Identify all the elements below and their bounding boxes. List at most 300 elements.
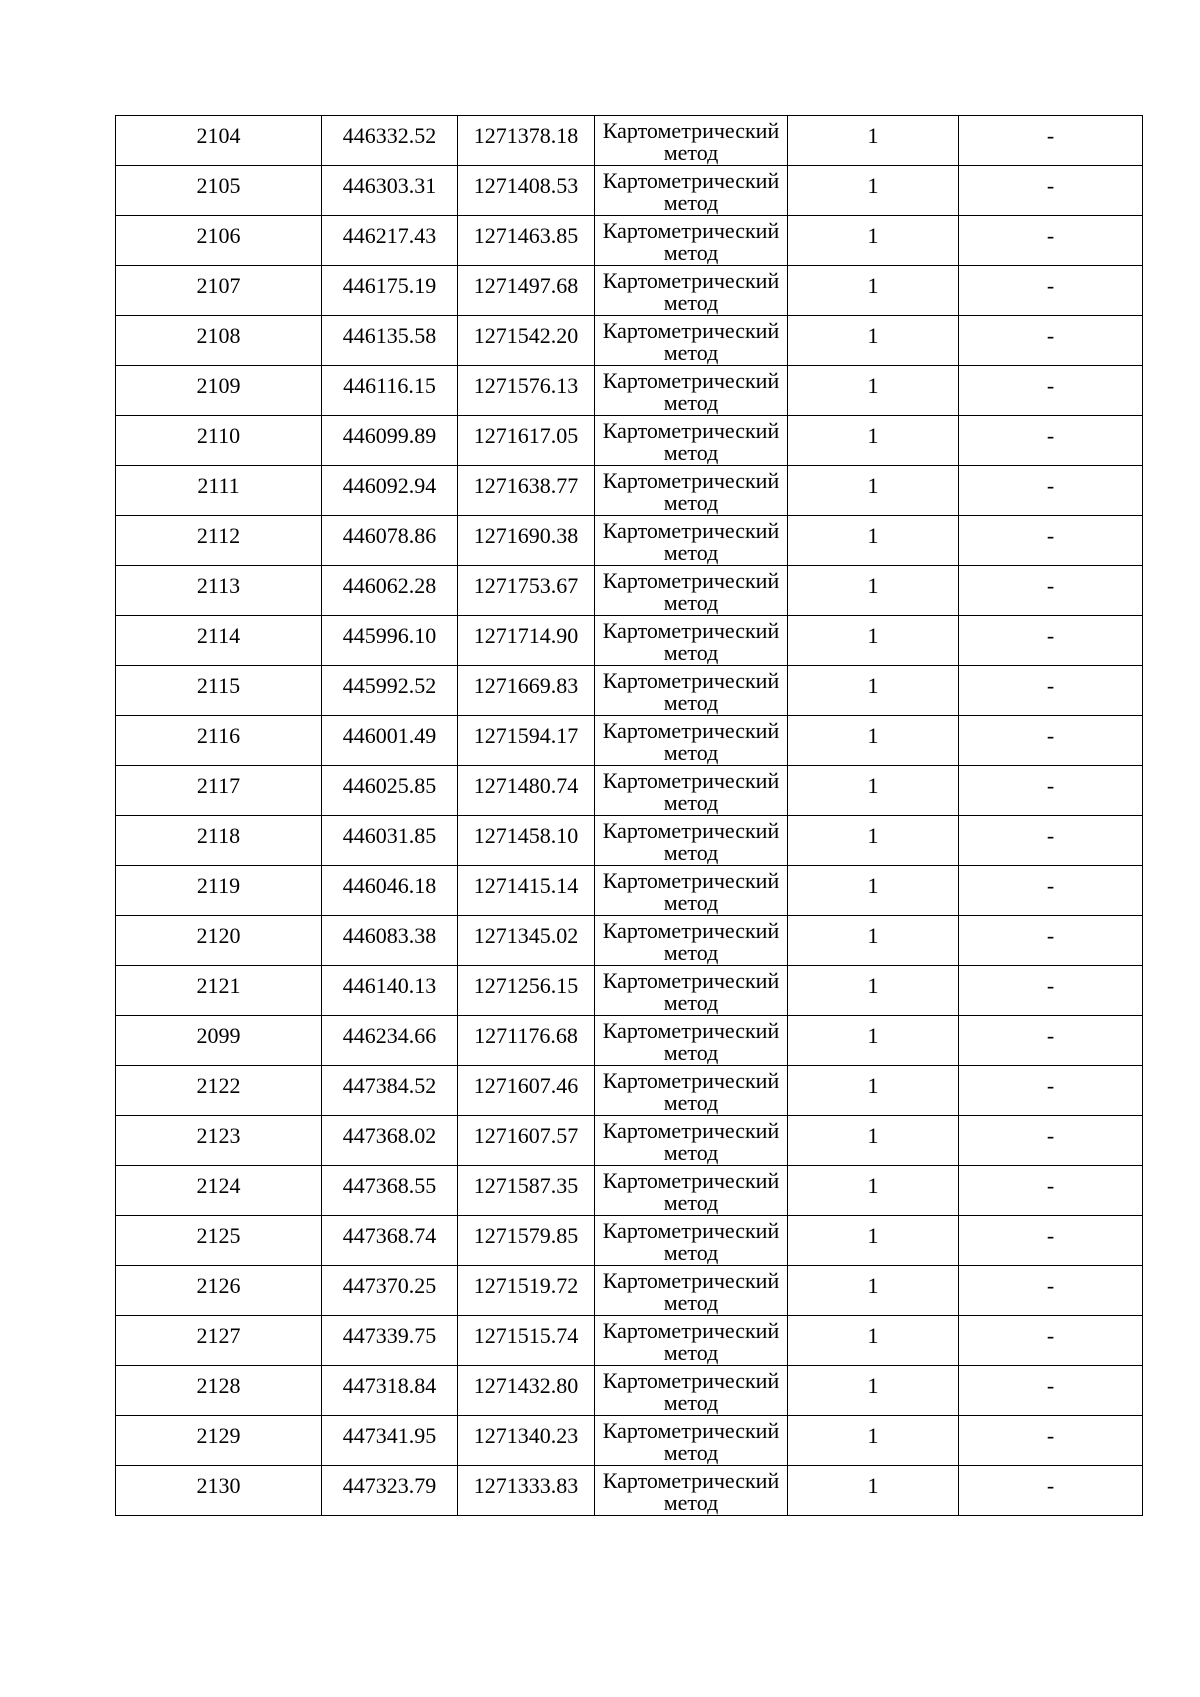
y-coordinate-cell-text: 1271256.15: [473, 973, 579, 998]
method-cell-text: Картометрический метод: [602, 968, 780, 1015]
y-coordinate-cell-text: 1271587.35: [473, 1173, 579, 1198]
table-row: [116, 116, 1143, 166]
x-coordinate-cell: [322, 966, 458, 1016]
x-coordinate-cell-text: 446140.13: [342, 973, 437, 998]
method-cell-text: Картометрический метод: [602, 718, 780, 765]
accuracy-cell: [788, 666, 959, 716]
point-number-cell-text: 2105: [196, 173, 241, 198]
point-number-cell: [116, 1216, 322, 1266]
method-cell: [595, 1016, 788, 1066]
method-cell: [595, 816, 788, 866]
accuracy-cell-text: 1: [867, 173, 879, 198]
x-coordinate-cell: [322, 716, 458, 766]
y-coordinate-cell: [458, 366, 595, 416]
x-coordinate-cell-text: 446025.85: [342, 773, 437, 798]
point-number-cell-text: 2126: [196, 1273, 241, 1298]
description-cell: [959, 116, 1143, 166]
description-cell: [959, 566, 1143, 616]
description-cell: [959, 616, 1143, 666]
point-number-cell: [116, 1316, 322, 1366]
method-cell-text: Картометрический метод: [602, 468, 780, 515]
description-cell-text: -: [1046, 873, 1055, 898]
accuracy-cell-text: 1: [867, 1373, 879, 1398]
accuracy-cell-text: 1: [867, 473, 879, 498]
y-coordinate-cell: [458, 316, 595, 366]
description-cell-text: -: [1046, 1223, 1055, 1248]
description-cell: [959, 216, 1143, 266]
point-number-cell: [116, 116, 322, 166]
description-cell-text: -: [1046, 1473, 1055, 1498]
accuracy-cell-text: 1: [867, 123, 879, 148]
x-coordinate-cell: [322, 1216, 458, 1266]
x-coordinate-cell-text: 446332.52: [342, 123, 437, 148]
accuracy-cell: [788, 316, 959, 366]
accuracy-cell-text: 1: [867, 1223, 879, 1248]
method-cell: [595, 616, 788, 666]
method-cell: [595, 1366, 788, 1416]
point-number-cell-text: 2099: [196, 1023, 241, 1048]
y-coordinate-cell: [458, 216, 595, 266]
accuracy-cell: [788, 816, 959, 866]
accuracy-cell-text: 1: [867, 623, 879, 648]
point-number-cell-text: 2108: [196, 323, 241, 348]
y-coordinate-cell-text: 1271340.23: [473, 1423, 579, 1448]
description-cell-text: -: [1046, 1373, 1055, 1398]
point-number-cell: [116, 516, 322, 566]
accuracy-cell-text: 1: [867, 573, 879, 598]
description-cell-text: -: [1046, 1073, 1055, 1098]
description-cell: [959, 1466, 1143, 1516]
y-coordinate-cell: [458, 616, 595, 666]
y-coordinate-cell-text: 1271607.57: [473, 1123, 579, 1148]
table-row: [116, 1266, 1143, 1316]
y-coordinate-cell: [458, 1416, 595, 1466]
method-cell-text: Картометрический метод: [602, 1318, 780, 1365]
accuracy-cell-text: 1: [867, 673, 879, 698]
table-row: [116, 1116, 1143, 1166]
method-cell: [595, 1066, 788, 1116]
description-cell: [959, 1116, 1143, 1166]
y-coordinate-cell: [458, 116, 595, 166]
description-cell: [959, 1016, 1143, 1066]
description-cell-text: -: [1046, 973, 1055, 998]
y-coordinate-cell-text: 1271542.20: [473, 323, 579, 348]
point-number-cell: [116, 866, 322, 916]
accuracy-cell-text: 1: [867, 823, 879, 848]
description-cell-text: -: [1046, 1323, 1055, 1348]
accuracy-cell: [788, 466, 959, 516]
accuracy-cell-text: 1: [867, 873, 879, 898]
x-coordinate-cell-text: 446099.89: [342, 423, 437, 448]
accuracy-cell: [788, 966, 959, 1016]
table-row: [116, 466, 1143, 516]
description-cell: [959, 166, 1143, 216]
method-cell: [595, 1216, 788, 1266]
x-coordinate-cell-text: 446046.18: [342, 873, 437, 898]
method-cell-text: Картометрический метод: [602, 1068, 780, 1115]
y-coordinate-cell: [458, 966, 595, 1016]
accuracy-cell: [788, 1166, 959, 1216]
point-number-cell-text: 2124: [196, 1173, 241, 1198]
point-number-cell: [116, 816, 322, 866]
accuracy-cell: [788, 616, 959, 666]
x-coordinate-cell: [322, 766, 458, 816]
table-row: [116, 616, 1143, 666]
point-number-cell: [116, 616, 322, 666]
y-coordinate-cell: [458, 166, 595, 216]
y-coordinate-cell-text: 1271753.67: [473, 573, 579, 598]
point-number-cell: [116, 466, 322, 516]
description-cell: [959, 466, 1143, 516]
accuracy-cell: [788, 1466, 959, 1516]
x-coordinate-cell-text: 447384.52: [342, 1073, 437, 1098]
point-number-cell-text: 2119: [196, 873, 241, 898]
description-cell-text: -: [1046, 223, 1055, 248]
description-cell: [959, 366, 1143, 416]
description-cell-text: -: [1046, 423, 1055, 448]
description-cell: [959, 1166, 1143, 1216]
accuracy-cell-text: 1: [867, 373, 879, 398]
description-cell: [959, 816, 1143, 866]
description-cell: [959, 1216, 1143, 1266]
x-coordinate-cell: [322, 366, 458, 416]
table-row: [116, 266, 1143, 316]
method-cell-text: Картометрический метод: [602, 868, 780, 915]
point-number-cell-text: 2107: [196, 273, 241, 298]
point-number-cell-text: 2130: [196, 1473, 241, 1498]
y-coordinate-cell-text: 1271690.38: [473, 523, 579, 548]
x-coordinate-cell: [322, 416, 458, 466]
x-coordinate-cell-text: 446078.86: [342, 523, 437, 548]
x-coordinate-cell-text: 446031.85: [342, 823, 437, 848]
method-cell-text: Картометрический метод: [602, 618, 780, 665]
accuracy-cell-text: 1: [867, 973, 879, 998]
x-coordinate-cell-text: 446234.66: [342, 1023, 437, 1048]
y-coordinate-cell: [458, 1016, 595, 1066]
accuracy-cell-text: 1: [867, 1173, 879, 1198]
accuracy-cell-text: 1: [867, 1273, 879, 1298]
method-cell: [595, 266, 788, 316]
accuracy-cell: [788, 1316, 959, 1366]
x-coordinate-cell: [322, 116, 458, 166]
description-cell-text: -: [1046, 773, 1055, 798]
accuracy-cell: [788, 1116, 959, 1166]
point-number-cell-text: 2114: [196, 623, 241, 648]
method-cell: [595, 916, 788, 966]
x-coordinate-cell: [322, 1016, 458, 1066]
table-row: [116, 366, 1143, 416]
method-cell-text: Картометрический метод: [602, 1468, 780, 1515]
y-coordinate-cell: [458, 1266, 595, 1316]
description-cell-text: -: [1046, 723, 1055, 748]
y-coordinate-cell: [458, 666, 595, 716]
accuracy-cell-text: 1: [867, 723, 879, 748]
x-coordinate-cell-text: 446062.28: [342, 573, 437, 598]
table-row: [116, 1316, 1143, 1366]
table-row: [116, 1066, 1143, 1116]
y-coordinate-cell-text: 1271594.17: [473, 723, 579, 748]
x-coordinate-cell: [322, 216, 458, 266]
method-cell-text: Картометрический метод: [602, 418, 780, 465]
method-cell-text: Картометрический метод: [602, 168, 780, 215]
point-number-cell-text: 2109: [196, 373, 241, 398]
point-number-cell: [116, 316, 322, 366]
y-coordinate-cell-text: 1271638.77: [473, 473, 579, 498]
x-coordinate-cell: [322, 266, 458, 316]
description-cell: [959, 1316, 1143, 1366]
accuracy-cell-text: 1: [867, 523, 879, 548]
y-coordinate-cell: [458, 716, 595, 766]
x-coordinate-cell-text: 445996.10: [342, 623, 437, 648]
point-number-cell-text: 2128: [196, 1373, 241, 1398]
description-cell-text: -: [1046, 923, 1055, 948]
method-cell: [595, 1166, 788, 1216]
method-cell: [595, 766, 788, 816]
x-coordinate-cell: [322, 1316, 458, 1366]
point-number-cell: [116, 566, 322, 616]
method-cell-text: Картометрический метод: [602, 1368, 780, 1415]
description-cell-text: -: [1046, 323, 1055, 348]
accuracy-cell-text: 1: [867, 1023, 879, 1048]
x-coordinate-cell: [322, 916, 458, 966]
x-coordinate-cell-text: 447339.75: [342, 1323, 437, 1348]
y-coordinate-cell: [458, 1166, 595, 1216]
x-coordinate-cell-text: 447341.95: [342, 1423, 437, 1448]
point-number-cell: [116, 1366, 322, 1416]
description-cell-text: -: [1046, 573, 1055, 598]
point-number-cell: [116, 1416, 322, 1466]
point-number-cell: [116, 266, 322, 316]
x-coordinate-cell-text: 447323.79: [342, 1473, 437, 1498]
point-number-cell: [116, 766, 322, 816]
accuracy-cell: [788, 866, 959, 916]
x-coordinate-cell-text: 447318.84: [342, 1373, 437, 1398]
accuracy-cell: [788, 916, 959, 966]
x-coordinate-cell: [322, 666, 458, 716]
description-cell: [959, 916, 1143, 966]
y-coordinate-cell: [458, 266, 595, 316]
method-cell-text: Картометрический метод: [602, 1268, 780, 1315]
description-cell-text: -: [1046, 1423, 1055, 1448]
y-coordinate-cell: [458, 1116, 595, 1166]
description-cell: [959, 416, 1143, 466]
table-row: [116, 566, 1143, 616]
y-coordinate-cell: [458, 1066, 595, 1116]
description-cell-text: -: [1046, 173, 1055, 198]
y-coordinate-cell-text: 1271607.46: [473, 1073, 579, 1098]
method-cell: [595, 666, 788, 716]
accuracy-cell-text: 1: [867, 423, 879, 448]
point-number-cell: [116, 716, 322, 766]
description-cell: [959, 316, 1143, 366]
y-coordinate-cell-text: 1271497.68: [473, 273, 579, 298]
method-cell: [595, 1116, 788, 1166]
description-cell: [959, 266, 1143, 316]
description-cell: [959, 1066, 1143, 1116]
point-number-cell-text: 2122: [196, 1073, 241, 1098]
y-coordinate-cell: [458, 416, 595, 466]
point-number-cell: [116, 416, 322, 466]
point-number-cell-text: 2106: [196, 223, 241, 248]
accuracy-cell: [788, 516, 959, 566]
x-coordinate-cell-text: 446083.38: [342, 923, 437, 948]
x-coordinate-cell: [322, 166, 458, 216]
accuracy-cell: [788, 266, 959, 316]
method-cell: [595, 566, 788, 616]
table-row: [116, 1216, 1143, 1266]
x-coordinate-cell-text: 446135.58: [342, 323, 437, 348]
accuracy-cell-text: 1: [867, 1473, 879, 1498]
y-coordinate-cell-text: 1271408.53: [473, 173, 579, 198]
table-row: [116, 416, 1143, 466]
point-number-cell-text: 2104: [196, 123, 241, 148]
accuracy-cell-text: 1: [867, 223, 879, 248]
table-row: [116, 1416, 1143, 1466]
method-cell-text: Картометрический метод: [602, 1118, 780, 1165]
x-coordinate-cell-text: 447368.55: [342, 1173, 437, 1198]
x-coordinate-cell-text: 447368.74: [342, 1223, 437, 1248]
method-cell-text: Картометрический метод: [602, 118, 780, 165]
accuracy-cell-text: 1: [867, 273, 879, 298]
point-number-cell-text: 2112: [196, 523, 241, 548]
method-cell-text: Картометрический метод: [602, 818, 780, 865]
x-coordinate-cell-text: 447370.25: [342, 1273, 437, 1298]
method-cell-text: Картометрический метод: [602, 318, 780, 365]
point-number-cell: [116, 966, 322, 1016]
method-cell: [595, 466, 788, 516]
point-number-cell-text: 2127: [196, 1323, 241, 1348]
point-number-cell: [116, 1466, 322, 1516]
accuracy-cell-text: 1: [867, 1323, 879, 1348]
coordinates-table: [115, 115, 1143, 1516]
table-row: [116, 766, 1143, 816]
method-cell-text: Картометрический метод: [602, 368, 780, 415]
y-coordinate-cell-text: 1271519.72: [473, 1273, 579, 1298]
point-number-cell-text: 2118: [196, 823, 241, 848]
description-cell: [959, 966, 1143, 1016]
description-cell-text: -: [1046, 673, 1055, 698]
x-coordinate-cell-text: 446303.31: [342, 173, 437, 198]
x-coordinate-cell: [322, 516, 458, 566]
y-coordinate-cell-text: 1271480.74: [473, 773, 579, 798]
table-row: [116, 866, 1143, 916]
accuracy-cell-text: 1: [867, 923, 879, 948]
method-cell-text: Картометрический метод: [602, 568, 780, 615]
description-cell-text: -: [1046, 373, 1055, 398]
table-row: [116, 716, 1143, 766]
description-cell: [959, 516, 1143, 566]
description-cell: [959, 1416, 1143, 1466]
accuracy-cell: [788, 1366, 959, 1416]
point-number-cell-text: 2125: [196, 1223, 241, 1248]
table-body: [116, 116, 1143, 1516]
point-number-cell-text: 2113: [196, 573, 241, 598]
y-coordinate-cell-text: 1271579.85: [473, 1223, 579, 1248]
y-coordinate-cell: [458, 816, 595, 866]
point-number-cell-text: 2123: [196, 1123, 241, 1148]
y-coordinate-cell-text: 1271576.13: [473, 373, 579, 398]
table-row: [116, 1466, 1143, 1516]
y-coordinate-cell: [458, 1316, 595, 1366]
method-cell: [595, 366, 788, 416]
y-coordinate-cell: [458, 516, 595, 566]
description-cell-text: -: [1046, 1173, 1055, 1198]
description-cell: [959, 766, 1143, 816]
description-cell: [959, 1266, 1143, 1316]
x-coordinate-cell: [322, 616, 458, 666]
method-cell-text: Картометрический метод: [602, 1018, 780, 1065]
y-coordinate-cell-text: 1271669.83: [473, 673, 579, 698]
table-row: [116, 966, 1143, 1016]
x-coordinate-cell: [322, 1416, 458, 1466]
point-number-cell-text: 2120: [196, 923, 241, 948]
method-cell: [595, 516, 788, 566]
y-coordinate-cell-text: 1271463.85: [473, 223, 579, 248]
table-row: [116, 916, 1143, 966]
table-row: [116, 666, 1143, 716]
table-row: [116, 516, 1143, 566]
method-cell: [595, 1416, 788, 1466]
description-cell-text: -: [1046, 1023, 1055, 1048]
accuracy-cell-text: 1: [867, 1423, 879, 1448]
method-cell-text: Картометрический метод: [602, 268, 780, 315]
description-cell-text: -: [1046, 1273, 1055, 1298]
method-cell: [595, 116, 788, 166]
method-cell: [595, 716, 788, 766]
method-cell: [595, 866, 788, 916]
y-coordinate-cell-text: 1271617.05: [473, 423, 579, 448]
x-coordinate-cell-text: 446217.43: [342, 223, 437, 248]
point-number-cell: [116, 1066, 322, 1116]
accuracy-cell: [788, 1066, 959, 1116]
description-cell: [959, 1366, 1143, 1416]
point-number-cell-text: 2110: [196, 423, 241, 448]
method-cell-text: Картометрический метод: [602, 1418, 780, 1465]
method-cell: [595, 1316, 788, 1366]
point-number-cell: [116, 916, 322, 966]
y-coordinate-cell: [458, 566, 595, 616]
accuracy-cell-text: 1: [867, 773, 879, 798]
point-number-cell: [116, 166, 322, 216]
accuracy-cell: [788, 1016, 959, 1066]
description-cell: [959, 866, 1143, 916]
accuracy-cell: [788, 566, 959, 616]
y-coordinate-cell: [458, 466, 595, 516]
point-number-cell: [116, 366, 322, 416]
method-cell-text: Картометрический метод: [602, 1168, 780, 1215]
accuracy-cell: [788, 166, 959, 216]
x-coordinate-cell: [322, 1266, 458, 1316]
x-coordinate-cell-text: 446001.49: [342, 723, 437, 748]
point-number-cell-text: 2116: [196, 723, 241, 748]
table-row: [116, 216, 1143, 266]
table-row: [116, 316, 1143, 366]
method-cell-text: Картометрический метод: [602, 768, 780, 815]
accuracy-cell: [788, 416, 959, 466]
accuracy-cell: [788, 1416, 959, 1466]
method-cell-text: Картометрический метод: [602, 918, 780, 965]
y-coordinate-cell-text: 1271415.14: [473, 873, 579, 898]
y-coordinate-cell: [458, 1466, 595, 1516]
point-number-cell: [116, 1166, 322, 1216]
x-coordinate-cell: [322, 816, 458, 866]
table-row: [116, 1166, 1143, 1216]
method-cell: [595, 1266, 788, 1316]
point-number-cell-text: 2115: [196, 673, 241, 698]
accuracy-cell-text: 1: [867, 1073, 879, 1098]
accuracy-cell: [788, 766, 959, 816]
method-cell: [595, 966, 788, 1016]
